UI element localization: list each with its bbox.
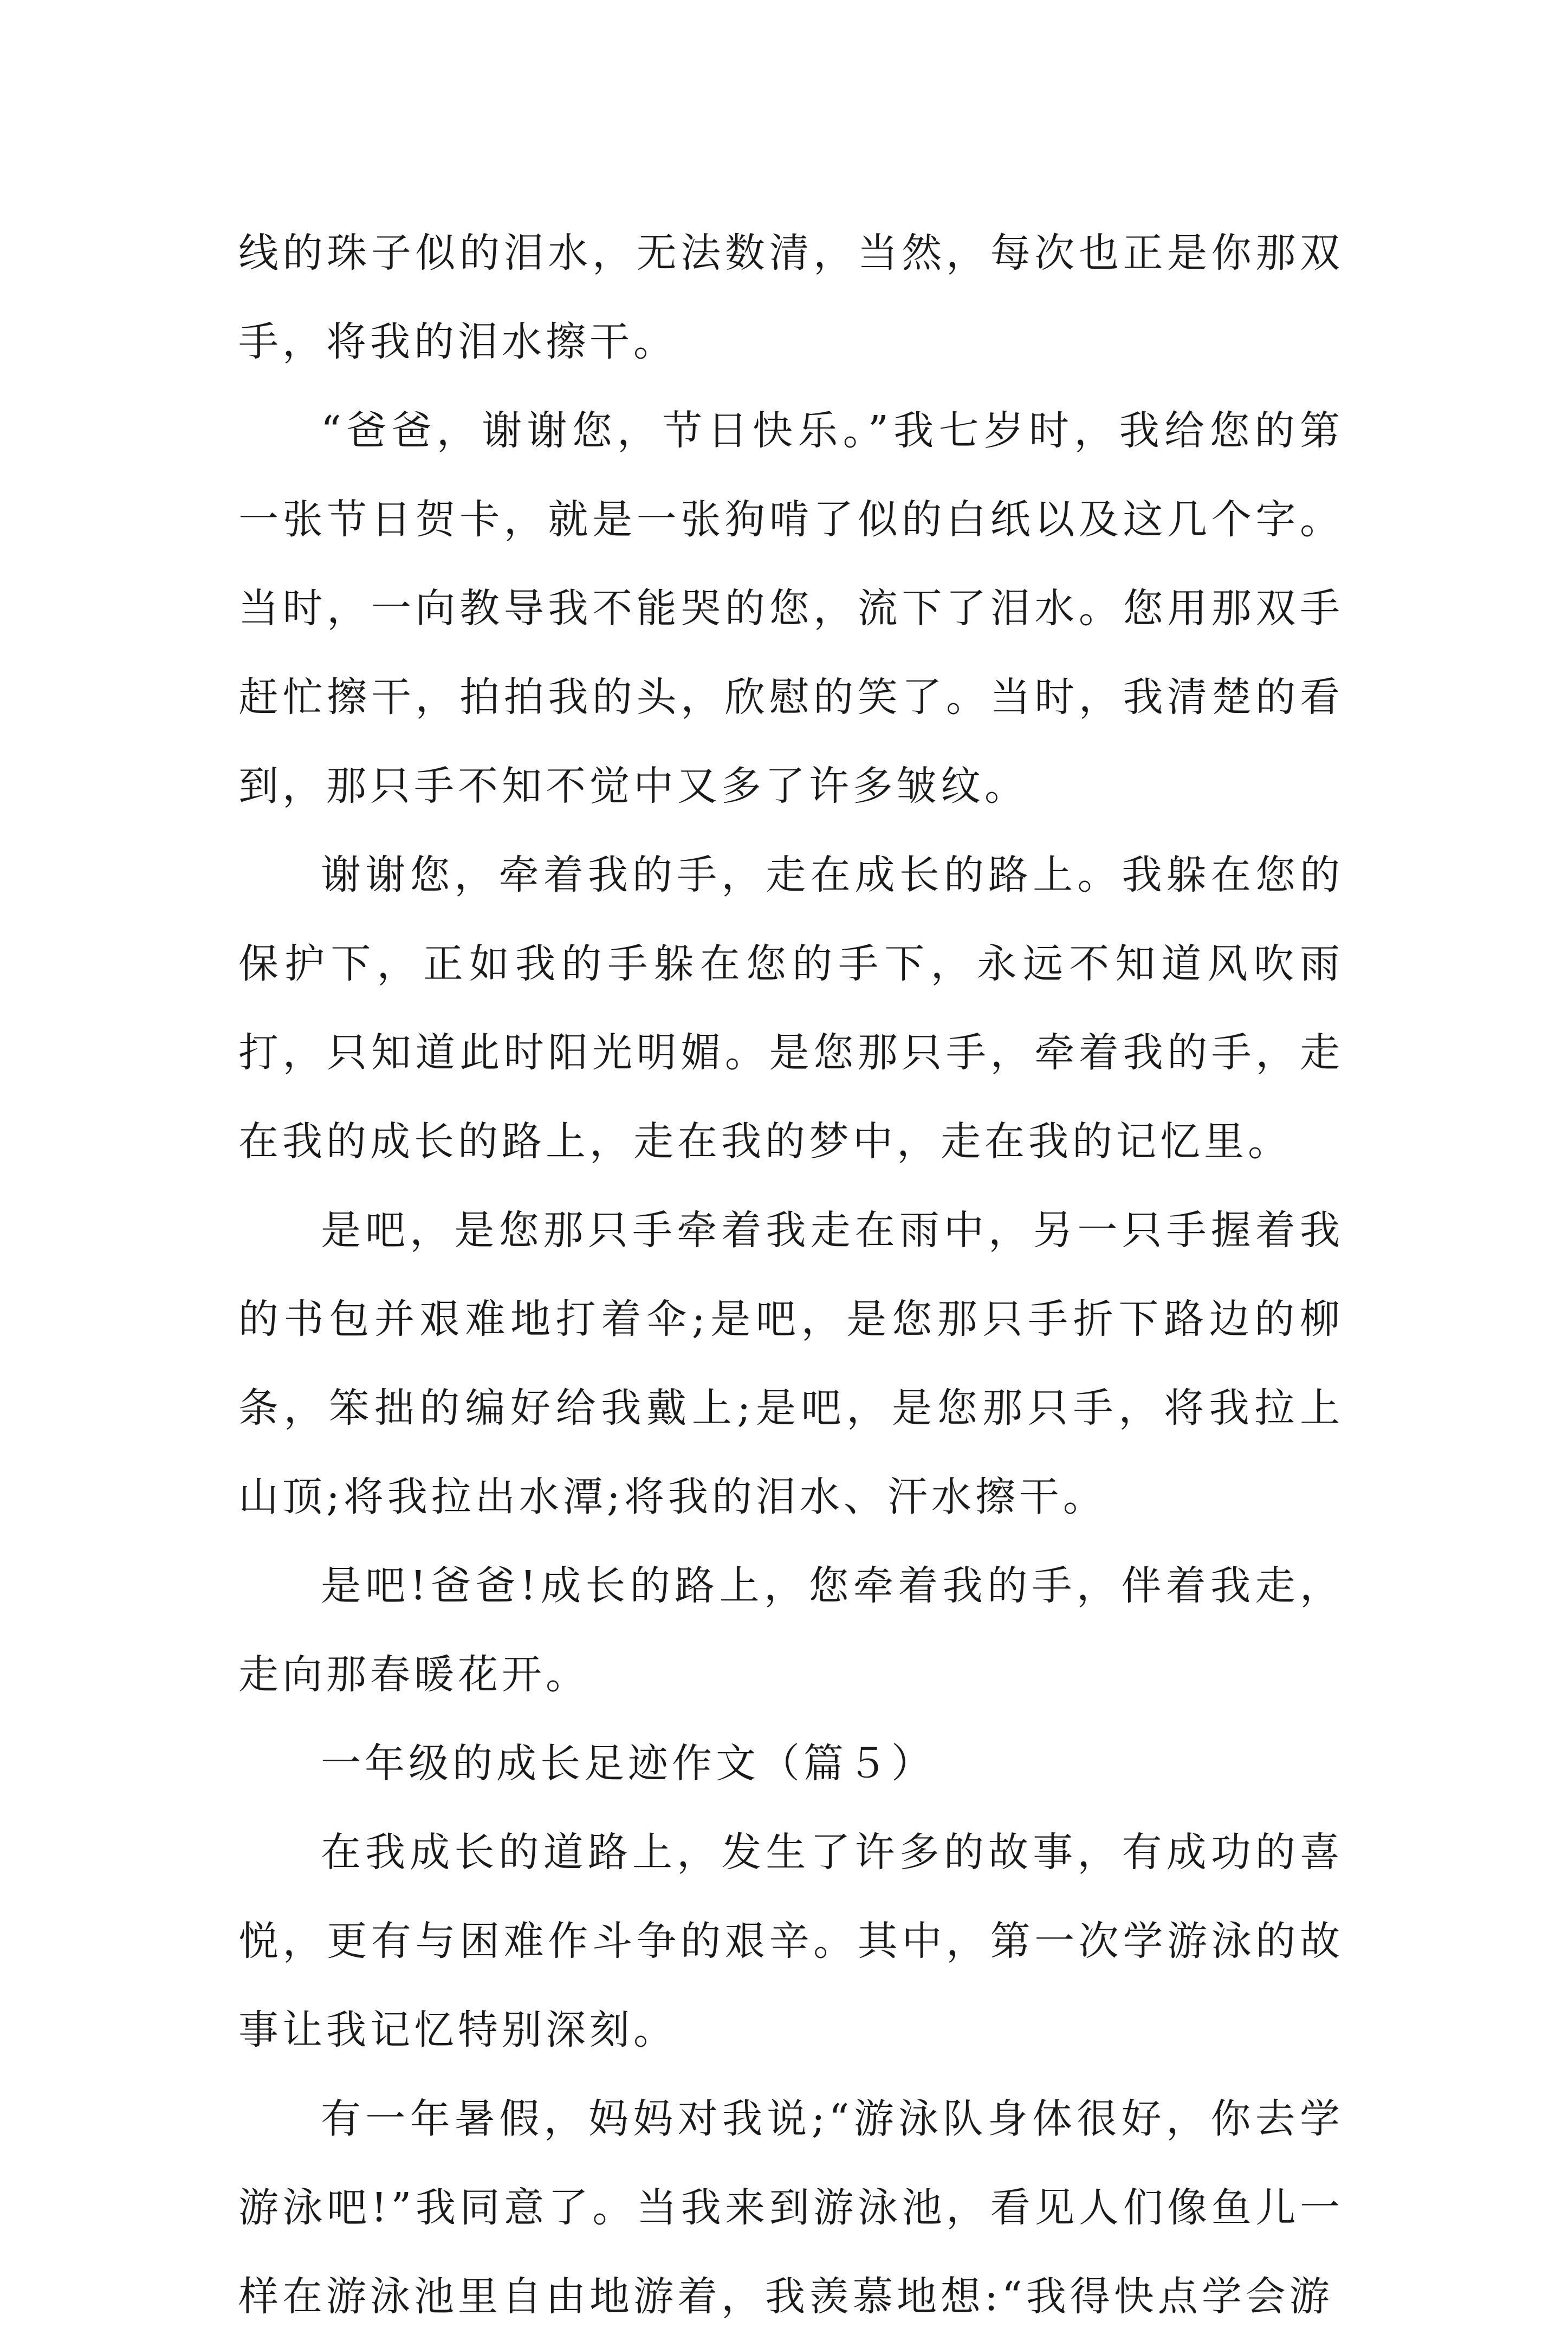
document-body bbox=[238, 209, 1344, 2341]
paragraph-swimming: 有一年暑假，妈妈对我说;“游泳队身体很好，你去学游泳吧!”我同意了。当我来到游泳池，看见人们像鱼儿一样在游泳池里自由地游着，我羡慕地想:“我得快点学会游 bbox=[238, 2096, 1344, 2320]
paragraph-spring: 是吧!爸爸!成长的路上，您牵着我的手，伴着我走，走向那春暖花开。 bbox=[238, 1562, 1344, 1698]
paragraph-holiday-card: “爸爸，谢谢您，节日快乐。”我七岁时，我给您的第一张节日贺卡，就是一张狗啃了似的白纸以及这几个字。当时，一向教导我不能哭的您，流下了泪水。您用那双手赶忙擦干，拍拍我的头，欣慰的笑了。当时，我清楚的看到，那只手不知不觉中又多了许多皱纹。 bbox=[238, 407, 1344, 809]
essay-title: 一年级的成长足迹作文（篇５） bbox=[321, 1740, 935, 1787]
paragraph-thanks: 谢谢您，牵着我的手，走在成长的路上。我躲在您的保护下，正如我的手躲在您的手下，永远不知道风吹雨打，只知道此时阳光明媚。是您那只手，牵着我的手，走在我的成长的路上，走在我的梦中，走在我的记忆里。 bbox=[238, 852, 1344, 1165]
paragraph-rain-memories: 是吧，是您那只手牵着我走在雨中，另一只手握着我的书包并艰难地打着伞;是吧，是您那只手折下路边的柳条，笨拙的编好给我戴上;是吧，是您那只手，将我拉上山顶;将我拉出水潭;将我的泪水、汗水擦干。 bbox=[238, 1207, 1344, 1520]
paragraph-growth-road: 在我成长的道路上，发生了许多的故事，有成功的喜悦，更有与困难作斗争的艰辛。其中，第一次学游泳的故事让我记忆特别深刻。 bbox=[238, 1829, 1344, 2053]
paragraph-continuation: 线的珠子似的泪水，无法数清，当然，每次也正是你那双手，将我的泪水擦干。 bbox=[238, 230, 1344, 365]
